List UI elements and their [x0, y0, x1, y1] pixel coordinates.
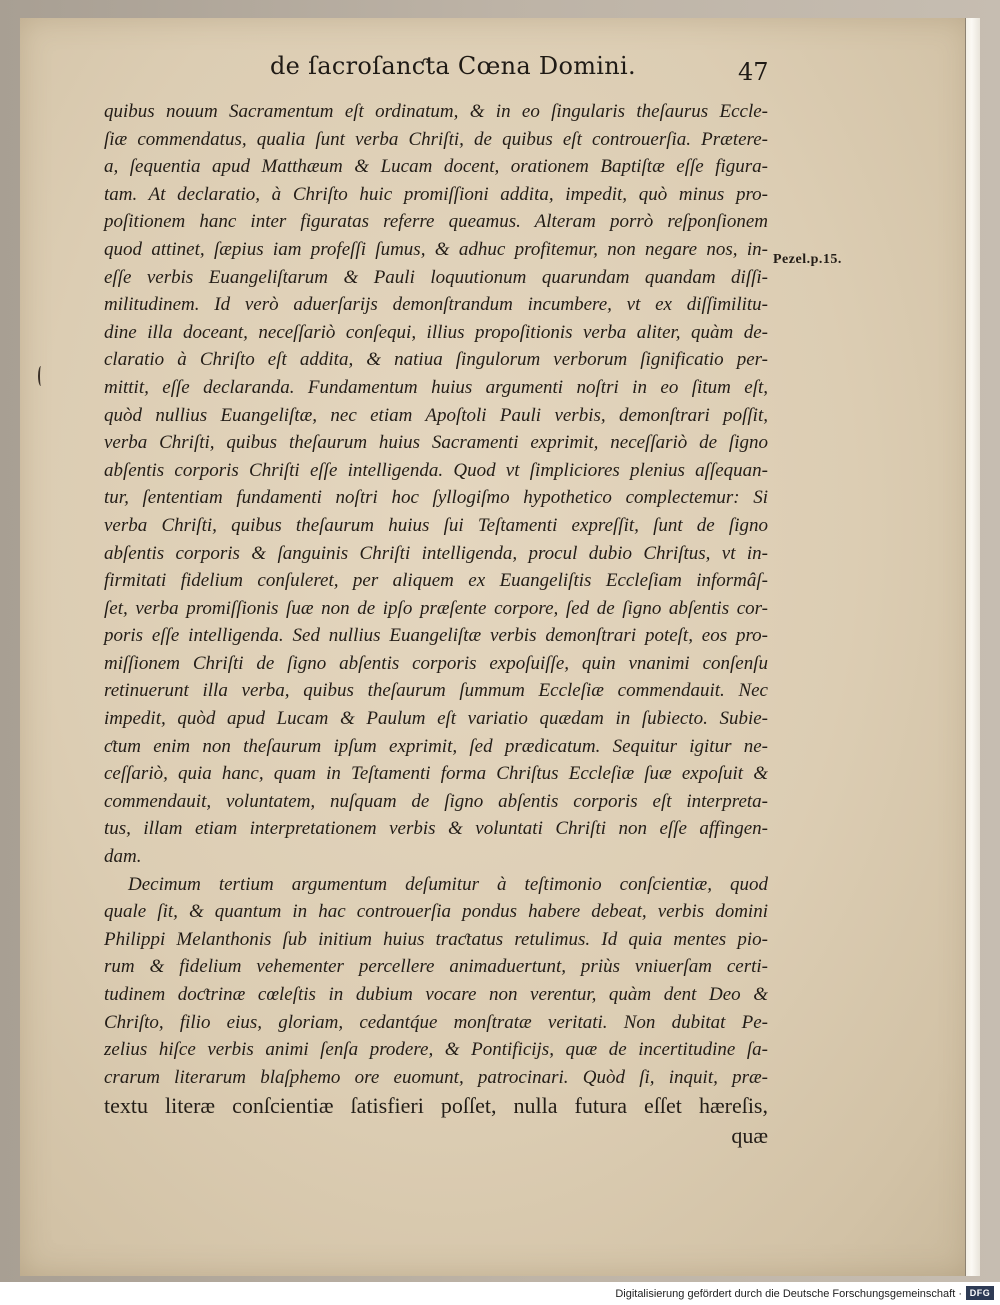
- footer-credit: Digitalisierung gefördert durch die Deutsche Forschungsgemeinschaft ·: [615, 1288, 962, 1300]
- text-line-roman: textu literæ conſcientiæ ſatisfieri poſſet, nulla futura eſſet hæreſis,: [104, 1093, 768, 1119]
- text-line: impedit, quòd apud Lucam & Paulum eſt variatio quædam in ſubiecto. Subie-: [104, 708, 768, 730]
- text-line: ſet, verba promiſſionis ſuæ non de ipſo præſente corpore, ſed de ſigno abſentis cor-: [104, 597, 768, 619]
- text-line: ceſſariò, quia hanc, quam in Teſtamenti forma Chriſtus Eccleſiæ ſuæ expoſuit &: [104, 763, 768, 785]
- text-line: quòd nullius Euangeliſtæ, nec etiam Apoſtoli Pauli verbis, demonſtrari poſſit,: [104, 404, 768, 426]
- running-head: de ſacroſanƈta Cœna Domini.: [270, 52, 636, 80]
- text-line: quibus nouum Sacramentum eſt ordinatum, & in eo ſingularis theſaurus Eccle-: [104, 101, 768, 122]
- text-line: Philippi Melanthonis ſub initium huius traƈtatus retulimus. Id quia mentes pio-: [104, 928, 768, 950]
- dfg-logo-icon: DFG: [966, 1286, 994, 1300]
- text-line: claratio à Chriſto eſt addita, & natiua ſingulorum verborum ſignificatio per-: [104, 349, 768, 371]
- text-line: verba Chriſti, quibus theſaurum huius ſui Teſtamenti expreſſit, ſunt de ſigno: [104, 514, 768, 536]
- text-line: poris eſſe intelligenda. Sed nullius Euangeliſtæ verbis demonſtrari poteſt, eos pro-: [104, 625, 768, 647]
- text-line: tur, ſententiam fundamenti noſtri hoc ſyllogiſmo hypothetico complectemur: Si: [104, 487, 768, 509]
- text-line: crarum literarum blaſphemo ore euomunt, patrocinari. Quòd ſi, inquit, præ-: [104, 1066, 768, 1088]
- text-line: eſſe verbis Euangeliſtarum & Pauli loquutionum quarundam quandam diſſi-: [104, 266, 768, 288]
- page-edge: [965, 18, 980, 1276]
- text-line: ſiæ commendatus, qualia ſunt verba Chriſti, de quibus eſt controuerſia. Prætere-: [104, 128, 768, 150]
- text-line: poſitionem hanc inter figuratas referre queamus. Alteram porrò reſponſionem: [104, 211, 768, 233]
- text-line: abſentis corporis & ſanguinis Chriſti intelligenda, procul dubio Chriſtus, vt in-: [104, 542, 768, 564]
- text-line: firmitati fidelium conſuleret, per aliquem ex Euangeliſtis Eccleſiam informâſ-: [104, 570, 768, 592]
- text-line: verba Chriſti, quibus theſaurum huius Sacramenti exprimit, neceſſariò de ſigno: [104, 432, 768, 454]
- ink-blot: [38, 366, 44, 386]
- text-line: a, ſequentia apud Matthæum & Lucam docent, orationem Baptiſtæ eſſe figura-: [104, 156, 768, 178]
- body-text: [104, 98, 768, 1151]
- text-line: retinuerunt illa verba, quibus theſaurum ſummum Eccleſiæ commendauit. Nec: [104, 680, 768, 702]
- text-line: tus, illam etiam interpretationem verbis & voluntati Chriſti non eſſe affingen-: [104, 818, 768, 840]
- text-line: zelius hiſce verbis animi ſenſa prodere, & Pontificijs, quæ de incertitudine ſa-: [104, 1039, 768, 1061]
- text-line: quale ſit, & quantum in hac controuerſia pondus habere debeat, verbis domini: [104, 901, 768, 923]
- text-line-paragraph-start: Decimum tertium argumentum deſumitur à teſtimonio conſcientiæ, quod: [128, 873, 768, 895]
- page-number: 47: [738, 58, 769, 86]
- text-line: dam.: [104, 846, 142, 868]
- text-line: dine illa doceant, neceſſariò conſequi, illius propoſitionis verba aliter, quàm de-: [104, 321, 768, 343]
- text-line: Chriſto, filio eius, gloriam, cedantq́ue monſtratæ veritati. Non dubitat Pe-: [104, 1011, 768, 1033]
- marginal-note: Pezel.p.15.: [773, 252, 842, 267]
- text-line: tam. At declaratio, à Chriſto huic promiſſioni addita, impedit, quò minus pro-: [104, 183, 768, 205]
- text-line: ƈtum enim non theſaurum ipſum exprimit, ſed prædicatum. Sequitur igitur ne-: [104, 735, 768, 757]
- text-line: quod attinet, ſæpius iam profeſſi ſumus, & adhuc profitemur, non negare nos, in-: [104, 238, 768, 260]
- text-line: mittit, eſſe declaranda. Fundamentum huius argumenti noſtri in eo ſitum eſt,: [104, 376, 768, 398]
- text-line: tudinem doƈtrinæ cœleſtis in dubium vocare non verentur, quàm dent Deo &: [104, 984, 768, 1005]
- text-line: commendauit, voluntatem, nuſquam de ſigno abſentis corporis eſt interpreta-: [104, 790, 768, 812]
- text-line: abſentis corporis Chriſti eſſe intelligenda. Quod vt ſimpliciores plenius aſſequan-: [104, 459, 768, 481]
- text-line: miſſionem Chriſti de ſigno abſentis corporis expoſuiſſe, quin vnanimi conſenſu: [104, 652, 768, 674]
- text-line: rum & fidelium vehementer percellere animaduertunt, priùs vniuerſam certi-: [104, 956, 768, 978]
- text-line: militudinem. Id verò aduerſarijs demonſtrandum incumbere, vt ex diſſimilitu-: [104, 294, 768, 316]
- catchword: quæ: [731, 1123, 768, 1149]
